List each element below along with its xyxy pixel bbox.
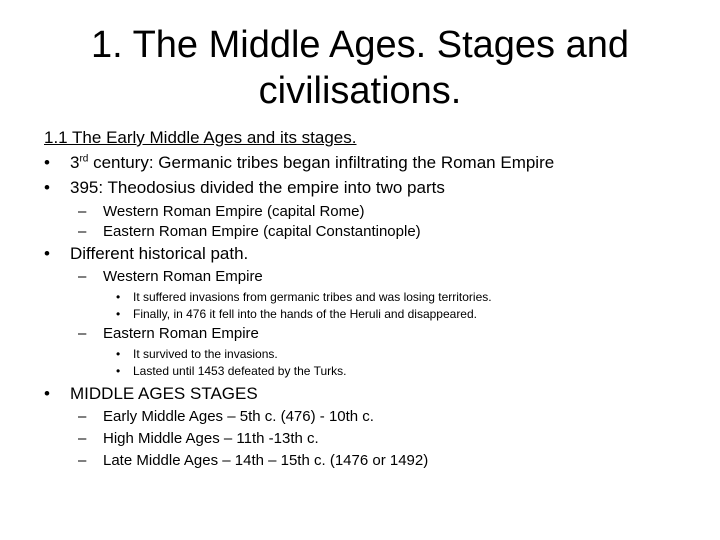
dash-icon: – [78, 408, 87, 425]
bullet-middle-ages-stages: MIDDLE AGES STAGES [70, 384, 258, 403]
bullet-icon: • [116, 290, 121, 304]
detail-western-fall: Finally, in 476 it fell into the hands of the Heruli and disappeared. [133, 307, 477, 321]
bullet-germanic-tribes: 3rd century: Germanic tribes began infiltrating the Roman Empire [70, 153, 555, 172]
dash-icon: – [78, 268, 87, 285]
slide-title: 1. The Middle Ages. Stages and civilisations. [91, 24, 629, 112]
subitem-western-empire: Western Roman Empire [103, 268, 263, 285]
dash-icon: – [78, 452, 87, 469]
bullet-icon: • [44, 178, 50, 197]
detail-eastern-survived: It survived to the invasions. [133, 347, 278, 361]
bullet-icon: • [44, 244, 50, 263]
bullet-theodosius: 395: Theodosius divided the empire into two parts [70, 178, 445, 197]
bullet-icon: • [44, 153, 50, 172]
dash-icon: – [78, 430, 87, 447]
bullet-icon: • [116, 307, 121, 321]
detail-western-invasions: It suffered invasions from germanic tribes and was losing territories. [133, 290, 492, 304]
dash-icon: – [78, 203, 87, 220]
dash-icon: – [78, 223, 87, 240]
stage-early: Early Middle Ages – 5th c. (476) - 10th c. [103, 408, 374, 425]
bullet-icon: • [44, 384, 50, 403]
dash-icon: – [78, 325, 87, 342]
stage-late: Late Middle Ages – 14th – 15th c. (1476 or 1492) [103, 452, 429, 469]
bullet-historical-path: Different historical path. [70, 244, 249, 263]
subitem-western-empire-capital: Western Roman Empire (capital Rome) [103, 203, 365, 220]
stage-high: High Middle Ages – 11th -13th c. [103, 430, 319, 447]
bullet-icon: • [116, 347, 121, 361]
section-heading: 1.1 The Early Middle Ages and its stages. [44, 128, 357, 147]
detail-eastern-lasted: Lasted until 1453 defeated by the Turks. [133, 364, 347, 378]
subitem-eastern-empire-capital: Eastern Roman Empire (capital Constantinople) [103, 223, 421, 240]
bullet-icon: • [116, 364, 121, 378]
subitem-eastern-empire: Eastern Roman Empire [103, 325, 259, 342]
